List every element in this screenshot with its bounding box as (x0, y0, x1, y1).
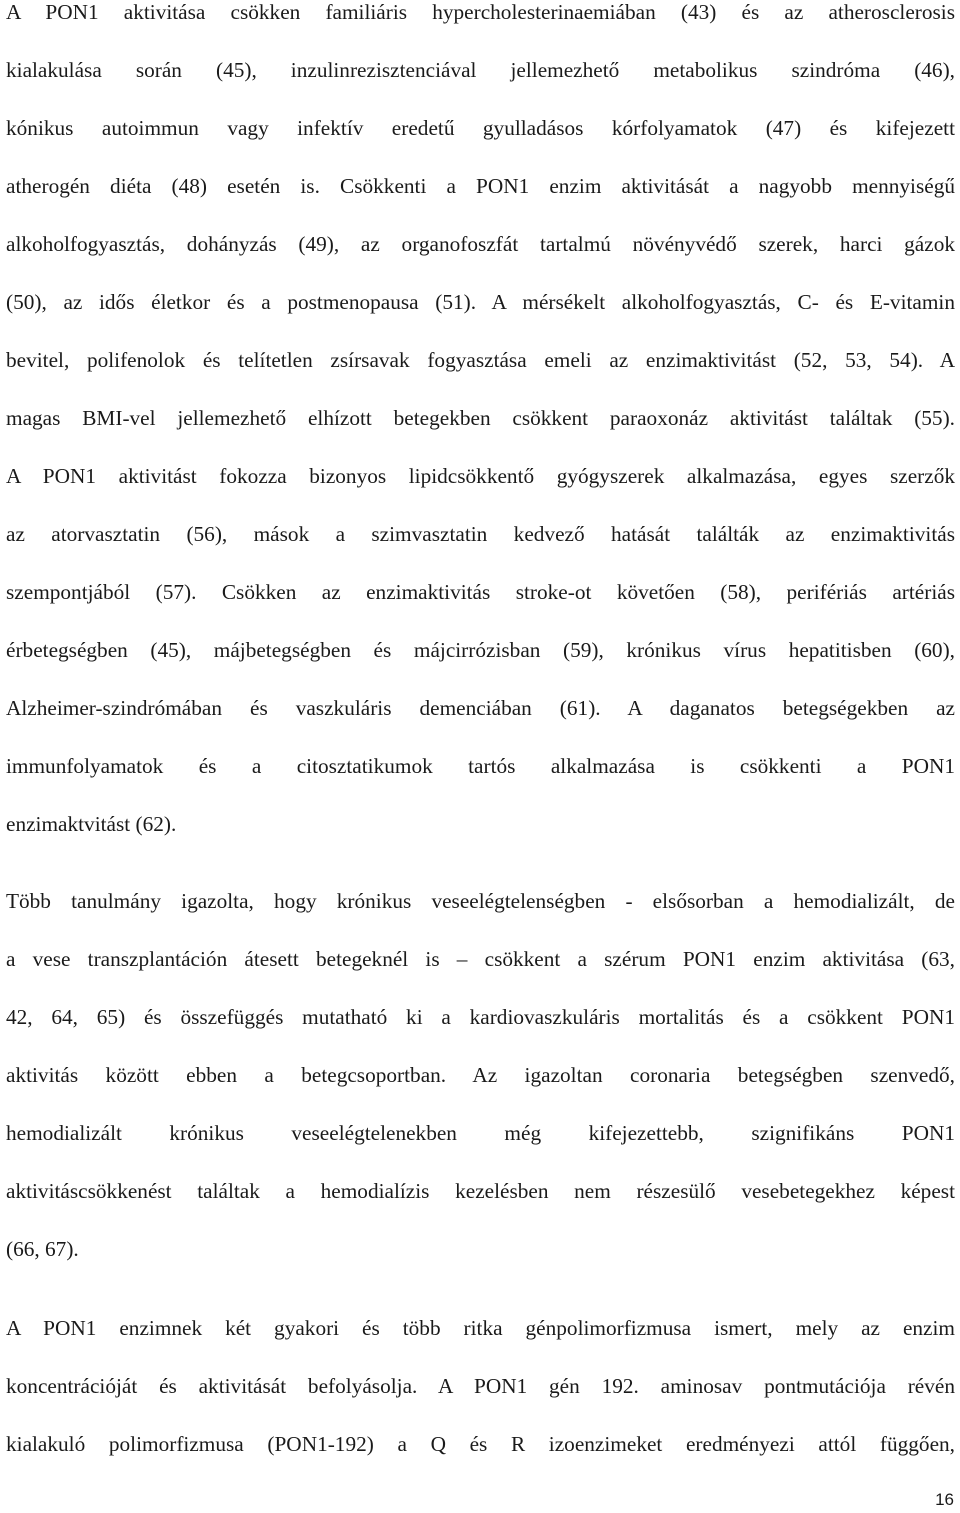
text-line: Több tanulmány igazolta, hogy krónikus veseelégtelenségben - elsősorban a hemodializált, de (6, 889, 955, 913)
text-line: A PON1 aktivitást fokozza bizonyos lipidcsökkentő gyógyszerek alkalmazása, egyes szerzők (6, 464, 955, 488)
text-line: kialakuló polimorfizmusa (PON1-192) a Q és R izoenzimeket eredményezi attól függően, (6, 1432, 955, 1456)
text-line: kónikus autoimmun vagy infektív eredetű gyulladásos kórfolyamatok (47) és kifejezett (6, 116, 955, 140)
text-line: a vese transzplantáción átesett betegeknél is – csökkent a szérum PON1 enzim aktivitása (63, (6, 947, 955, 971)
text-line: (50), az idős életkor és a postmenopausa (51). A mérsékelt alkoholfogyasztás, C- és E-vitamin (6, 290, 955, 314)
text-line: hemodializált krónikus veseelégtelenekben még kifejezettebb, szignifikáns PON1 (6, 1121, 955, 1145)
text-line: koncentrációját és aktivitását befolyásolja. A PON1 gén 192. aminosav pontmutációja révén (6, 1374, 955, 1398)
text-line: Alzheimer-szindrómában és vaszkuláris demenciában (61). A daganatos betegségekben az (6, 696, 955, 720)
text-line: alkoholfogyasztás, dohányzás (49), az organofoszfát tartalmú növényvédő szerek, harci gázok (6, 232, 955, 256)
text-line: immunfolyamatok és a citosztatikumok tartós alkalmazása is csökkenti a PON1 (6, 754, 955, 778)
text-line: 42, 64, 65) és összefüggés mutatható ki a kardiovaszkuláris mortalitás és a csökkent PON1 (6, 1005, 955, 1029)
text-line: bevitel, polifenolok és telítetlen zsírsavak fogyasztása emeli az enzimaktivitást (52, 53, 54). A (6, 348, 955, 372)
text-line: aktivitás között ebben a betegcsoportban. Az igazoltan coronaria betegségben szenvedő, (6, 1063, 955, 1087)
text-line: aktivitáscsökkenést találtak a hemodialízis kezelésben nem részesülő vesebetegekhez képest (6, 1179, 955, 1203)
text-line: A PON1 aktivitása csökken familiáris hypercholesterinaemiában (43) és az atherosclerosis (6, 0, 955, 24)
text-line: az atorvasztatin (56), mások a szimvasztatin kedvező hatását találták az enzimaktivitás (6, 522, 955, 546)
text-line: atherogén diéta (48) esetén is. Csökkenti a PON1 enzim aktivitását a nagyobb mennyiségű (6, 174, 955, 198)
page-number: 16 (935, 1490, 954, 1509)
text-line: érbetegségben (45), májbetegségben és májcirrózisban (59), krónikus vírus hepatitisben (60), (6, 638, 955, 662)
text-line: enzimaktvitást (62). (6, 812, 177, 836)
text-line: A PON1 enzimnek két gyakori és több ritka génpolimorfizmusa ismert, mely az enzim (6, 1316, 955, 1340)
text-line: magas BMI-vel jellemezhető elhízott betegekben csökkent paraoxonáz aktivitást találtak (55). (6, 406, 955, 430)
text-line: szempontjából (57). Csökken az enzimaktivitás stroke-ot követően (58), perifériás artériás (6, 580, 955, 604)
text-line: (66, 67). (6, 1237, 79, 1261)
text-line: kialakulása során (45), inzulinrezisztenciával jellemezhető metabolikus szindróma (46), (6, 58, 955, 82)
